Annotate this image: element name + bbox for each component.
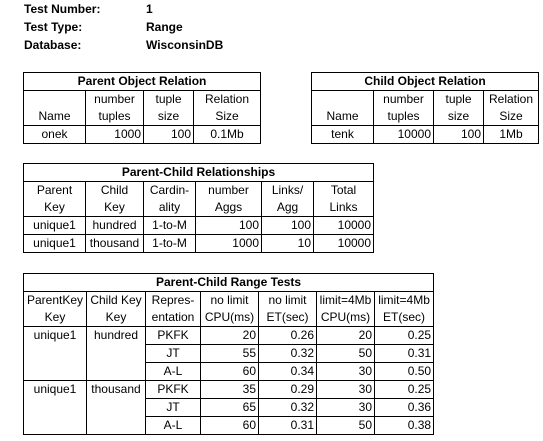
table-row <box>24 345 434 363</box>
child-object-tuples-cell: 10000 <box>374 126 434 144</box>
parent-object-head-top: Relation <box>194 91 261 109</box>
relationships-head-bottom: Agg <box>262 199 314 217</box>
range-tests-head-top: Repres- <box>146 292 201 310</box>
range-tests-head-top: no limit <box>201 292 259 310</box>
relationships-head-bottom: Links <box>314 199 374 217</box>
relationships-cell: unique1 <box>24 217 86 235</box>
range-tests-head-top: limit=4Mb <box>317 292 375 310</box>
relationships-head-bottom: Key <box>24 199 86 217</box>
range-cell: 0.38 <box>375 417 434 435</box>
child-object-head-top <box>312 91 374 109</box>
range-tests-title: Parent-Child Range Tests <box>24 274 434 292</box>
parent-object-head-bottom: Name <box>24 108 86 126</box>
relationships-head-top: Parent <box>24 182 86 200</box>
range-cell: A-L <box>146 363 201 381</box>
range-tests-head-bottom: ET(sec) <box>375 309 434 327</box>
parent-object-head-bottom: size <box>144 108 194 126</box>
range-tests-head-bottom: CPU(ms) <box>201 309 259 327</box>
range-cell: 50 <box>317 417 375 435</box>
range-tests-head-top: no limit <box>259 292 317 310</box>
database-label: Database: <box>24 38 82 52</box>
range-cell: 30 <box>317 381 375 399</box>
parent-object-title: Parent Object Relation <box>24 73 261 91</box>
relationships-cell: 10000 <box>314 235 374 253</box>
relationships-cell: 10 <box>262 235 314 253</box>
relationships-cell: unique1 <box>24 235 86 253</box>
relationships-title: Parent-Child Relationships <box>24 164 374 182</box>
child-object-relsize-cell: 1Mb <box>484 126 539 144</box>
child-object-name-cell: tenk <box>312 126 374 144</box>
child-object-table <box>311 72 539 144</box>
relationships-head-bottom: ality <box>144 199 196 217</box>
range-cell: 0.34 <box>259 363 317 381</box>
relationships-head-top: Child <box>86 182 144 200</box>
table-row <box>24 217 374 235</box>
parent-object-table <box>23 72 261 144</box>
range-cell: 0.32 <box>259 345 317 363</box>
test-number-value: 1 <box>146 2 153 16</box>
range-tests-head-bottom: CPU(ms) <box>317 309 375 327</box>
range-cell: 0.26 <box>259 327 317 345</box>
range-cell: 65 <box>201 399 259 417</box>
range-child-key-cell: hundred <box>87 327 146 345</box>
child-object-head-top: tuple <box>434 91 484 109</box>
range-parent-key-cell: unique1 <box>24 381 87 399</box>
test-number-label: Test Number: <box>24 2 101 16</box>
range-child-key-cell: thousand <box>87 381 146 399</box>
range-parent-key-cell: unique1 <box>24 327 87 345</box>
range-cell: 30 <box>317 363 375 381</box>
child-object-head-top: number <box>374 91 434 109</box>
relationships-head-bottom: Key <box>86 199 144 217</box>
range-cell: 0.25 <box>375 381 434 399</box>
relationships-cell: hundred <box>86 217 144 235</box>
child-object-head-bottom: Size <box>484 108 539 126</box>
database-value: WisconsinDB <box>146 38 224 52</box>
range-cell: 20 <box>317 327 375 345</box>
range-cell: 0.32 <box>259 399 317 417</box>
range-cell: 0.29 <box>259 381 317 399</box>
range-cell: 35 <box>201 381 259 399</box>
range-cell: 55 <box>201 345 259 363</box>
range-tests-head-bottom: Key <box>87 309 146 327</box>
table-row <box>24 417 434 435</box>
test-type-label: Test Type: <box>24 20 83 34</box>
parent-object-head-bottom: Size <box>194 108 261 126</box>
child-object-head-top: Relation <box>484 91 539 109</box>
relationships-head-bottom: Aggs <box>196 199 262 217</box>
relationships-cell: 100 <box>262 217 314 235</box>
range-cell: 50 <box>317 345 375 363</box>
parent-object-head-top: number <box>86 91 144 109</box>
table-row <box>24 381 434 399</box>
range-cell: 0.25 <box>375 327 434 345</box>
range-tests-head-top: ParentKey <box>24 292 87 310</box>
range-tests-head-bottom: entation <box>146 309 201 327</box>
range-tests-head-bottom: Key <box>24 309 87 327</box>
table-row <box>24 363 434 381</box>
range-cell: A-L <box>146 417 201 435</box>
parent-object-tuples-cell: 1000 <box>86 126 144 144</box>
range-cell: JT <box>146 345 201 363</box>
relationships-head-top: number <box>196 182 262 200</box>
range-tests-table <box>23 273 434 435</box>
parent-object-relsize-cell: 0.1Mb <box>194 126 261 144</box>
child-object-head-bottom: tuples <box>374 108 434 126</box>
range-cell: 0.31 <box>375 345 434 363</box>
parent-object-name-cell: onek <box>24 126 86 144</box>
range-cell: 60 <box>201 417 259 435</box>
range-cell: PKFK <box>146 381 201 399</box>
child-object-head-bottom: Name <box>312 108 374 126</box>
table-row <box>24 399 434 417</box>
child-object-title: Child Object Relation <box>312 73 539 91</box>
relationships-cell: 1000 <box>196 235 262 253</box>
test-type-value: Range <box>146 20 183 34</box>
range-cell: 20 <box>201 327 259 345</box>
range-tests-head-top: Child Key <box>87 292 146 310</box>
child-object-size-cell: 100 <box>434 126 484 144</box>
table-row <box>24 235 374 253</box>
range-cell: 60 <box>201 363 259 381</box>
range-cell: 0.31 <box>259 417 317 435</box>
range-cell: 30 <box>317 399 375 417</box>
parent-object-head-top <box>24 91 86 109</box>
range-cell: 0.36 <box>375 399 434 417</box>
child-object-head-bottom: size <box>434 108 484 126</box>
range-tests-head-top: limit=4Mb <box>375 292 434 310</box>
relationships-cell: thousand <box>86 235 144 253</box>
parent-object-head-bottom: tuples <box>86 108 144 126</box>
relationships-cell: 100 <box>196 217 262 235</box>
relationships-head-top: Total <box>314 182 374 200</box>
range-cell: 0.50 <box>375 363 434 381</box>
relationships-table <box>23 163 374 253</box>
table-row <box>24 327 434 345</box>
relationships-cell: 1-to-M <box>144 217 196 235</box>
relationships-cell: 1-to-M <box>144 235 196 253</box>
parent-object-head-top: tuple <box>144 91 194 109</box>
parent-object-size-cell: 100 <box>144 126 194 144</box>
range-cell: JT <box>146 399 201 417</box>
relationships-head-top: Links/ <box>262 182 314 200</box>
range-cell: PKFK <box>146 327 201 345</box>
range-tests-head-bottom: ET(sec) <box>259 309 317 327</box>
relationships-head-top: Cardin- <box>144 182 196 200</box>
relationships-cell: 10000 <box>314 217 374 235</box>
